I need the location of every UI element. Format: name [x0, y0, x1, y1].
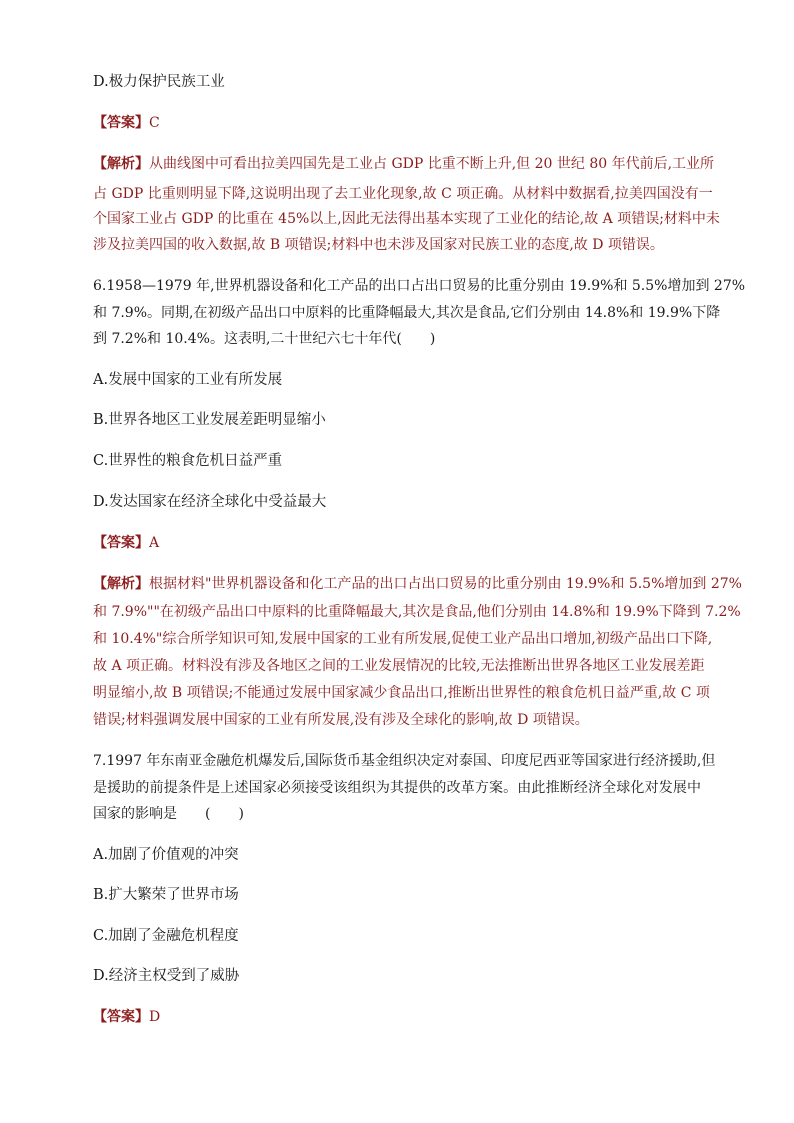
q7-option-c: C.加剧了金融危机程度: [93, 928, 239, 944]
q6-answer: [93, 533, 159, 553]
answer-value: A: [149, 535, 160, 551]
answer-tag: 【答案】: [93, 535, 149, 551]
q7-answer: [93, 1007, 160, 1027]
q7-option-a: A.加剧了价值观的冲突: [93, 847, 239, 863]
answer-tag: 【答案】: [93, 115, 149, 131]
q7-stem-line-3: 国家的影响是 ( ): [93, 806, 244, 822]
q6-analysis-line-2: 和 7.9%""在初级产品出口中原料的比重降幅最大,其次是食品,他们分别由 14.8%和 19.9%下降到 7.2%: [93, 604, 741, 620]
q5-option-d: D.极力保护民族工业: [93, 74, 225, 90]
q6-stem-line-2: 和 7.9%。同期,在初级产品出口中原料的比重降幅最大,其次是食品,它们分别由 14.8%和 19.9%下降: [93, 305, 721, 321]
q5-analysis-line-4: 涉及拉美四国的收入数据,故 B 项错误;材料中也未涉及国家对民族工业的态度,故 D 项错误。: [93, 237, 664, 253]
q6-analysis-line-1: [93, 574, 742, 594]
analysis-tag: 【解析】: [93, 576, 149, 592]
answer-tag: 【答案】: [93, 1009, 149, 1025]
q5-analysis-line-2: 占 GDP 比重则明显下降,这说明出现了去工业化现象,故 C 项正确。从材料中数据看,拉美四国没有一: [93, 186, 713, 202]
q7-stem-line-1: 7.1997 年东南亚金融危机爆发后,国际货币基金组织决定对泰国、印度尼西亚等国家进行经济援助,但: [93, 753, 716, 769]
q6-analysis-line-6: 错误;材料强调发展中国家的工业有所发展,没有涉及全球化的影响,故 D 项错误。: [93, 712, 589, 728]
answer-value: C: [149, 115, 160, 131]
analysis-tag: 【解析】: [93, 156, 149, 172]
q5-analysis-line-3: 个国家工业占 GDP 的比重在 45%以上,因此无法得出基本实现了工业化的结论,故 A 项错误;材料中未: [93, 211, 720, 227]
q6-analysis-line-5: 明显缩小,故 B 项错误;不能通过发展中国家减少食品出口,推断出世界性的粮食危机日益严重,故 C 项: [93, 685, 710, 701]
q6-stem-line-1: 6.1958—1979 年,世界机器设备和化工产品的出口占出口贸易的比重分别由 19.9%和 5.5%增加到 27%: [93, 278, 746, 294]
q6-option-c: C.世界性的粮食危机日益严重: [93, 453, 283, 469]
q7-option-b: B.扩大繁荣了世界市场: [93, 887, 239, 903]
q6-analysis-line-3: 和 10.4%"综合所学知识可知,发展中国家的工业有所发展,促使工业产品出口增加,初级产品出口下降,: [93, 631, 713, 647]
q6-option-b: B.世界各地区工业发展差距明显缩小: [93, 412, 326, 428]
q6-option-a: A.发展中国家的工业有所发展: [93, 372, 283, 388]
q7-stem-line-2: 是援助的前提条件是上述国家必须接受该组织为其提供的改革方案。由此推断经济全球化对发展中: [93, 780, 701, 796]
answer-value: D: [149, 1009, 161, 1025]
analysis-text: 从曲线图中可看出拉美四国先是工业占 GDP 比重不断上升,但 20 世纪 80 年代前后,工业所: [149, 156, 715, 172]
q6-option-d: D.发达国家在经济全球化中受益最大: [93, 494, 327, 510]
analysis-text: 根据材料"世界机器设备和化工产品的出口占出口贸易的比重分别由 19.9%和 5.5%增加到 27%: [149, 576, 742, 592]
q7-option-d: D.经济主权受到了威胁: [93, 968, 240, 984]
q6-stem-line-3: 到 7.2%和 10.4%。这表明,二十世纪六七十年代( ): [93, 331, 436, 347]
q6-analysis-line-4: 故 A 项正确。材料没有涉及各地区之间的工业发展情况的比较,无法推断出世界各地区工业发展差距: [93, 658, 705, 674]
q5-analysis-line-1: [93, 154, 715, 174]
q5-answer: [93, 113, 160, 133]
